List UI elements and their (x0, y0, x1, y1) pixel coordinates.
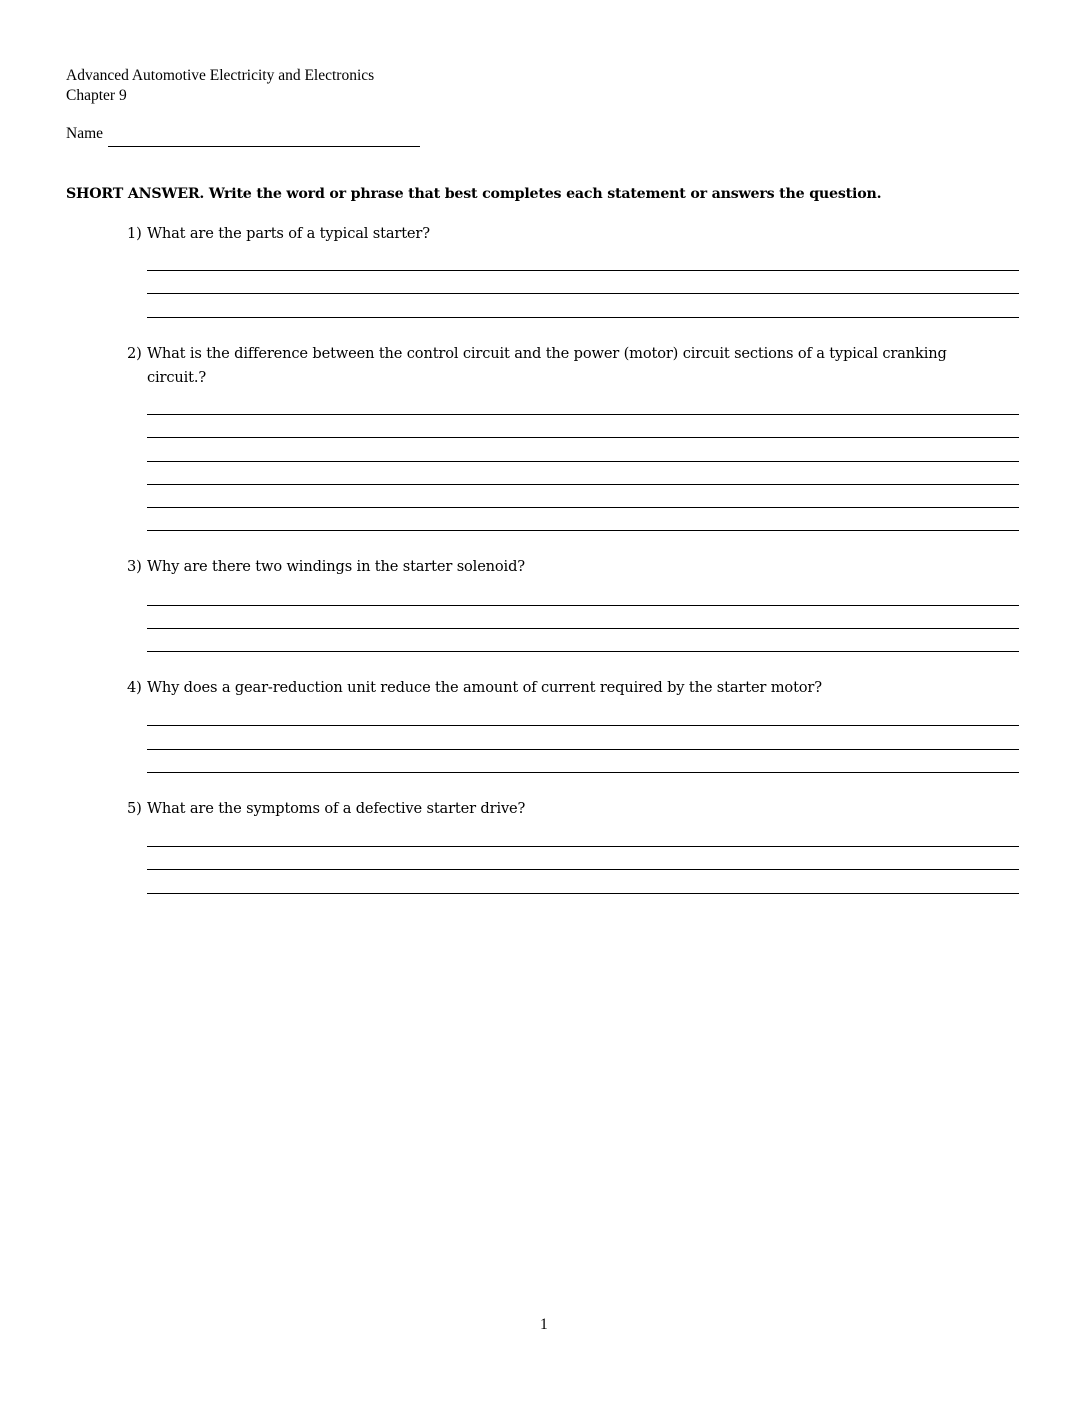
question-text: What are the symptoms of a defective starter drive? (147, 800, 526, 817)
question-text: Why are there two windings in the starter solenoid? (147, 558, 525, 575)
question-2-continuation: circuit.? (147, 369, 207, 386)
answer-line[interactable] (147, 749, 1019, 750)
answer-line[interactable] (147, 293, 1019, 294)
answer-line[interactable] (147, 893, 1019, 894)
answer-line[interactable] (147, 270, 1019, 271)
question-text: What are the parts of a typical starter? (147, 225, 430, 242)
answer-line[interactable] (147, 507, 1019, 508)
question-number: 4) (127, 679, 142, 696)
answer-line[interactable] (147, 651, 1019, 652)
question-3 (127, 558, 525, 575)
page-number: 1 (540, 1316, 548, 1333)
answer-line[interactable] (147, 414, 1019, 415)
chapter-label: Chapter 9 (66, 87, 127, 104)
question-4 (127, 679, 822, 696)
answer-line[interactable] (147, 772, 1019, 773)
answer-line[interactable] (147, 628, 1019, 629)
answer-line[interactable] (147, 484, 1019, 485)
instructions: SHORT ANSWER. Write the word or phrase that best completes each statement or answers the question. (66, 186, 882, 202)
answer-line[interactable] (147, 846, 1019, 847)
question-number: 3) (127, 558, 142, 575)
name-field[interactable] (108, 146, 420, 147)
answer-line[interactable] (147, 725, 1019, 726)
question-5 (127, 800, 526, 817)
question-2 (127, 345, 947, 362)
question-number: 5) (127, 800, 142, 817)
answer-line[interactable] (147, 869, 1019, 870)
answer-line[interactable] (147, 317, 1019, 318)
question-text: What is the difference between the control circuit and the power (motor) circuit sections of a typical cranking (147, 345, 947, 362)
question-number: 1) (127, 225, 142, 242)
name-label: Name (66, 125, 104, 142)
question-text: Why does a gear-reduction unit reduce the amount of current required by the starter motor? (147, 679, 822, 696)
question-1 (127, 225, 430, 242)
question-number: 2) (127, 345, 142, 362)
answer-line[interactable] (147, 437, 1019, 438)
answer-line[interactable] (147, 530, 1019, 531)
course-title: Advanced Automotive Electricity and Electronics (66, 67, 375, 84)
answer-line[interactable] (147, 461, 1019, 462)
answer-line[interactable] (147, 605, 1019, 606)
